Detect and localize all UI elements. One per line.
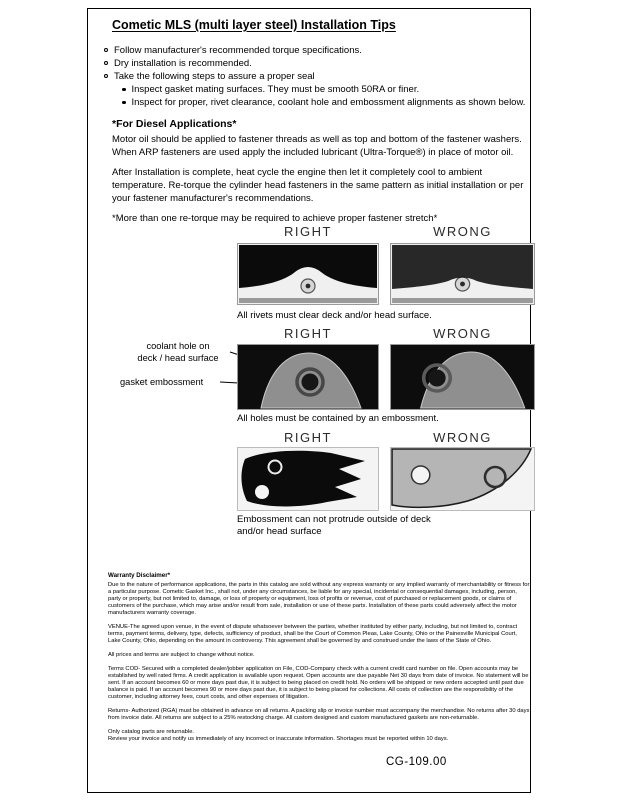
dot-bullet-icon: [122, 101, 126, 105]
right-label-row2: RIGHT: [284, 326, 332, 341]
embossment-right-graphic: [237, 447, 379, 511]
circle-bullet-icon: [104, 74, 108, 78]
diagram-rivets-right-image: [237, 243, 379, 305]
coolant-hole-label-line1: coolant hole on: [146, 341, 210, 351]
wrong-label-row1: WRONG: [433, 224, 492, 239]
wrong-label-row2: WRONG: [433, 326, 492, 341]
caption-rivets: All rivets must clear deck and/or head surface.: [237, 310, 432, 321]
hole-embossment-right-graphic: [237, 344, 379, 410]
warranty-paragraph: VENUE-The agreed upon venue, in the event of dispute whatsoever between the parties, whether instituted by either party, including, but not limited to, contract terms, payment terms, delivery, type, defects, sufficiency of product, shall be the Court of Common Pleas, Lake County, Ohio or the Painesville Municipal Court, Lake County, Ohio, depending on the amount in controversy. This agreement shall be governed by and construed under the laws of the State of Ohio.: [108, 624, 518, 644]
diesel-applications-heading: *For Diesel Applications*: [112, 118, 237, 130]
page-code: CG-109.00: [386, 756, 447, 768]
diesel-paragraph: *More than one re-torque may be required to achieve proper fastener stretch*: [112, 213, 438, 224]
sub-tip-item: [122, 96, 526, 109]
diagram-rivets-wrong-image: [390, 243, 535, 305]
sub-tip-text: Inspect gasket mating surfaces. They must be smooth 50RA or finer.: [131, 84, 420, 95]
sub-tip-item: [122, 83, 526, 96]
right-label-row1: RIGHT: [284, 224, 332, 239]
embossment-wrong-graphic: [390, 447, 535, 511]
embossment-label: gasket embossment: [120, 377, 204, 387]
tip-item: [104, 70, 524, 83]
tip-item: [104, 57, 524, 70]
coolant-hole-label: [126, 341, 230, 364]
diesel-paragraph: Motor oil should be applied to fastener threads as well as top and bottom of the fastener washers. When ARP fasteners are used apply the included lubricant (Ultra-Torque®) in place of motor oil.: [112, 134, 522, 158]
hole-embossment-wrong-graphic: [390, 344, 535, 410]
coolant-hole-label-line2: deck / head surface: [137, 352, 219, 363]
tip-text: Dry installation is recommended.: [114, 58, 252, 69]
tip-text: Follow manufacturer's recommended torque specifications.: [114, 45, 362, 56]
warranty-section: [108, 572, 531, 743]
rivet-clearance-wrong-graphic: [390, 243, 535, 305]
tip-item: [104, 44, 524, 57]
warranty-paragraph: Review your invoice and notify us immediately of any incorrect or inaccurate information. Shortages must be reported within 10 days.: [108, 736, 449, 742]
page-title: Cometic MLS (multi layer steel) Installation Tips: [112, 18, 396, 32]
warranty-paragraph: All prices and terms are subject to change without notice.: [108, 652, 255, 658]
diesel-paragraph: After Installation is complete, heat cycle the engine then let it completely cool to ambient temperature. Re-torque the cylinder head fasteners in the same pattern as initial installation or per your fastener manufacturer's recommendations.: [112, 167, 524, 204]
caption-embossment: Embossment can not protrude outside of deck and/or head surface: [237, 514, 431, 537]
rivet-clearance-right-graphic: [237, 243, 379, 305]
dot-bullet-icon: [122, 88, 126, 92]
diagram-holes-wrong-image: [390, 344, 535, 410]
caption-holes: All holes must be contained by an embossment.: [237, 413, 439, 424]
sub-tip-text: Inspect for proper, rivet clearance, coolant hole and embossment alignments as shown below.: [131, 97, 526, 108]
circle-bullet-icon: [104, 61, 108, 65]
warranty-paragraph: Only catalog parts are returnable.: [108, 729, 195, 735]
circle-bullet-icon: [104, 48, 108, 52]
warranty-paragraph: Due to the nature of performance applications, the parts in this catalog are sold without any express warranty or any implied warranty of merchantability or fitness for a particular purpose. Cometic Gasket Inc., shall not, under any circumstances, be liable for any special, incidental or consequential damages, including, person, party or property, but not limited to, damage, or loss of property or equipment, loss of profits or revenue, cost of purchased or replacement goods, or claims of customers of the purchase, which may arise and/or result from sale, installation or use of these parts. Installation of these parts could adversely affect the motor manufacturers warranty coverage.: [108, 582, 530, 616]
warranty-paragraph: Returns- Authorized (RGA) must be obtained in advance on all returns. A packing slip or invoice number must accompany the merchandise. No returns after 30 days from invoice date. All returns are subject to a 25% restocking charge. All custom designed and custom manufactured gaskets are non-returnable.: [108, 708, 530, 721]
diesel-applications-section: [112, 133, 533, 232]
diagram-embossment-wrong-image: [390, 447, 535, 511]
right-label-row3: RIGHT: [284, 430, 332, 445]
warranty-heading: Warranty Disclaimer*: [108, 572, 171, 579]
diagram-holes-right-image: [237, 344, 379, 410]
tip-text: Take the following steps to assure a proper seal: [114, 71, 315, 82]
wrong-label-row3: WRONG: [433, 430, 492, 445]
warranty-paragraph: Terms COD- Secured with a completed dealer/jobber application on File, COD-Company check with a current credit card number on file. Open accounts may be established by well rated firms. A credit application is available upon request. Open accounts are due payable Net 30 days from date of invoice. No statement will be sent. If an account becomes 60 or more days past due, it is subject to being placed on credit hold. No orders will be shipped or new orders accepted until past due balance is paid. If an account becomes 90 or more days past due, it is subject to being placed for collections. All costs of collection are the responsibility of the customer, including attorney fees, court costs, and other expenses of litigation.: [108, 666, 529, 700]
diagram-embossment-right-image: [237, 447, 379, 511]
